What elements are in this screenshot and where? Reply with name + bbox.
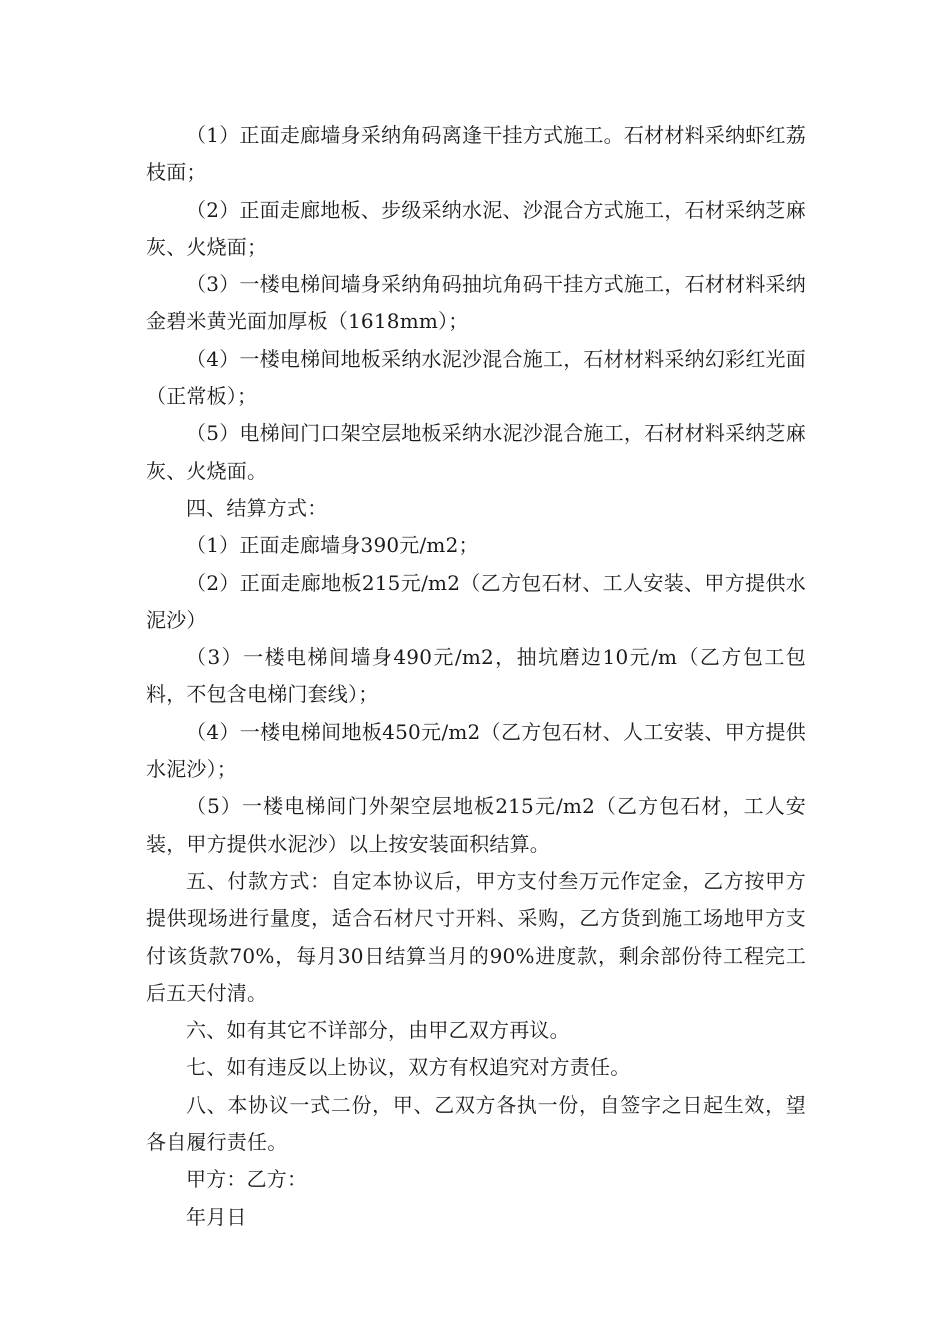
paragraph: （1）正面走廊墙身采纳角码离逢干挂方式施工。石材材料采纳虾红荔枝面； <box>146 123 806 185</box>
paragraph: （4）一楼电梯间地板450元/m2（乙方包石材、人工安装、甲方提供水泥沙）； <box>146 719 806 782</box>
paragraph: 六、如有其它不详部分，由甲乙双方再议。 <box>186 1018 570 1043</box>
paragraph: （3）一楼电梯间墙身490元/m2，抽坑磨边10元/m（乙方包工包料，不包含电梯门套线）； <box>146 645 806 707</box>
paragraph: 八、本协议一式二份，甲、乙双方各执一份，自签字之日起生效，望各自履行责任。 <box>146 1092 806 1155</box>
paragraph: （1）正面走廊墙身390元/m2； <box>186 533 479 558</box>
paragraph: 七、如有违反以上协议，双方有权追究对方责任。 <box>186 1055 631 1080</box>
paragraph: （4）一楼电梯间地板采纳水泥沙混合施工，石材材料采纳幻彩红光面（正常板）； <box>146 346 806 409</box>
paragraph: （2）正面走廊地板215元/m2（乙方包石材、工人安装、甲方提供水泥沙） <box>146 570 806 632</box>
signature-parties: 甲方：乙方： <box>186 1167 308 1192</box>
document-body <box>146 117 806 1236</box>
paragraph: （2）正面走廊地板、步级采纳水泥、沙混合方式施工，石材采纳芝麻灰、火烧面； <box>146 197 806 259</box>
paragraph: （5）电梯间门口架空层地板采纳水泥沙混合施工，石材材料采纳芝麻灰、火烧面。 <box>146 421 806 483</box>
payment-clause: 五、付款方式：自定本协议后，甲方支付叁万元作定金，乙方按甲方提供现场进行量度，适合石材尺寸开料、采购，乙方货到施工场地甲方支付该货款70%，每月30日结算当月的90%进度款，剩余部份待工程完工后五天付清。 <box>146 868 806 1005</box>
paragraph: （3）一楼电梯间墙身采纳角码抽坑角码干挂方式施工，石材材料采纳金碧米黄光面加厚板（1618mm）； <box>146 272 806 334</box>
paragraph: （5）一楼电梯间门外架空层地板215元/m2（乙方包石材，工人安装，甲方提供水泥沙）以上按安装面积结算。 <box>146 794 806 856</box>
signature-date: 年月日 <box>186 1204 247 1229</box>
section-heading: 四、结算方式： <box>186 495 328 520</box>
